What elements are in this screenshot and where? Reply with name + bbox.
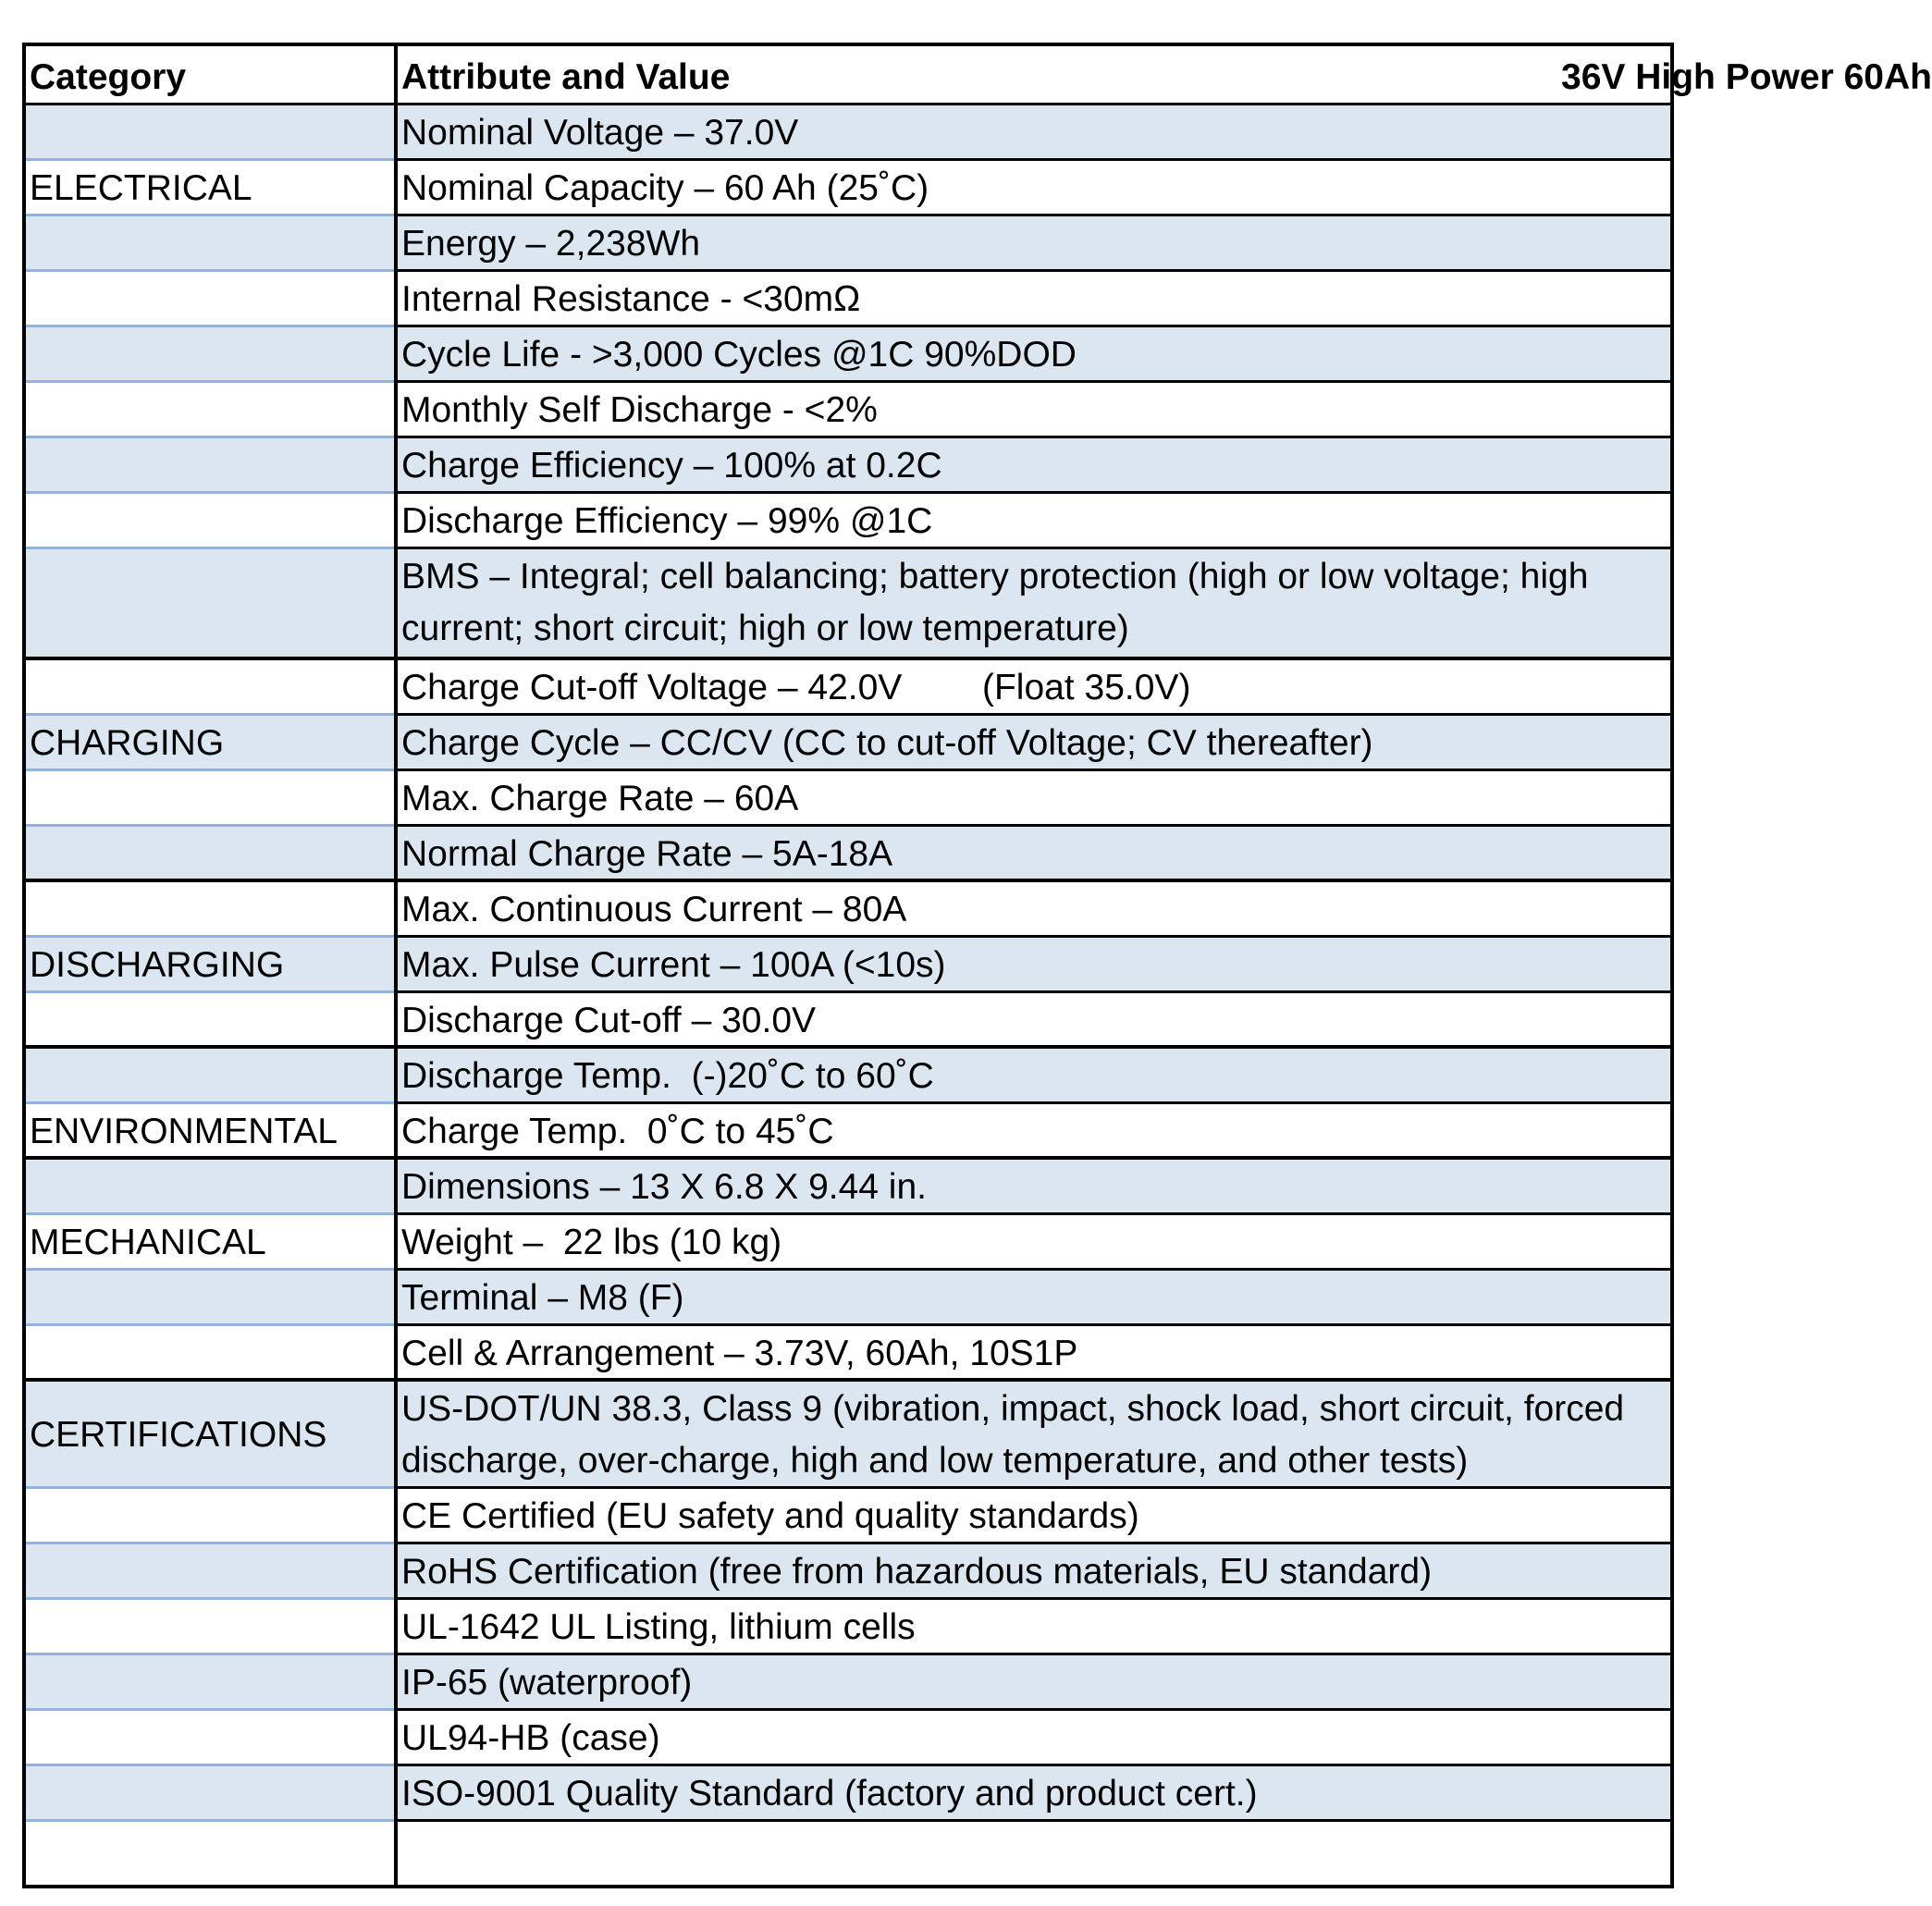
value-cell bbox=[398, 549, 1670, 660]
table-row bbox=[26, 882, 1670, 938]
value-cell bbox=[398, 1104, 1670, 1160]
value-cell bbox=[398, 105, 1670, 161]
value-cell bbox=[398, 272, 1670, 327]
attribute-value: Weight – 22 lbs (10 kg) bbox=[401, 1223, 782, 1262]
category-cell bbox=[26, 1766, 394, 1822]
header-attribute: Attribute and Value bbox=[401, 57, 731, 97]
attribute-value: Max. Pulse Current – 100A (<10s) bbox=[401, 945, 946, 985]
table-row bbox=[26, 438, 1670, 494]
table-row bbox=[26, 383, 1670, 438]
spec-table bbox=[22, 43, 1932, 1888]
category-cell bbox=[26, 1104, 394, 1160]
table-row bbox=[26, 938, 1670, 993]
attribute-value: US-DOT/UN 38.3, Class 9 (vibration, impact, shock load, short circuit, forced discharge, over-charge, high and low temperature, and other tests) bbox=[401, 1389, 1625, 1481]
value-cell bbox=[398, 1271, 1670, 1326]
table-row bbox=[26, 1544, 1670, 1600]
category-cell bbox=[26, 993, 394, 1049]
value-cell bbox=[398, 1489, 1670, 1544]
category-label: ELECTRICAL bbox=[30, 168, 252, 208]
attribute-value: Energy – 2,238Wh bbox=[401, 224, 701, 264]
category-cell bbox=[26, 938, 394, 993]
table-row bbox=[26, 1489, 1670, 1544]
category-cell bbox=[26, 1160, 394, 1215]
attribute-value: Charge Temp. 0˚C to 45˚C bbox=[401, 1112, 834, 1151]
attribute-value: IP-65 (waterproof) bbox=[401, 1663, 693, 1703]
attribute-value: ISO-9001 Quality Standard (factory and product cert.) bbox=[401, 1774, 1258, 1814]
header-row bbox=[26, 46, 1932, 105]
category-label: CERTIFICATIONS bbox=[30, 1415, 327, 1455]
category-cell bbox=[26, 105, 394, 161]
category-cell bbox=[26, 1711, 394, 1766]
value-cell bbox=[398, 938, 1670, 993]
value-cell bbox=[398, 882, 1670, 938]
category-cell bbox=[26, 827, 394, 882]
attribute-value: Discharge Efficiency – 99% @1C bbox=[401, 501, 933, 541]
category-cell bbox=[26, 383, 394, 438]
category-cell bbox=[26, 216, 394, 272]
attribute-value: UL-1642 UL Listing, lithium cells bbox=[401, 1607, 916, 1647]
attribute-value: Monthly Self Discharge - <2% bbox=[401, 390, 878, 430]
attribute-value: Nominal Voltage – 37.0V bbox=[401, 113, 799, 153]
category-cell bbox=[26, 1271, 394, 1326]
category-cell bbox=[26, 716, 394, 771]
value-cell bbox=[398, 1600, 1670, 1655]
value-cell bbox=[398, 827, 1670, 882]
attribute-value: Cycle Life - >3,000 Cycles @1C 90%DOD bbox=[401, 335, 1077, 375]
value-cell bbox=[398, 327, 1670, 383]
table-row bbox=[26, 161, 1670, 216]
table-row bbox=[26, 1382, 1670, 1489]
table-row bbox=[26, 660, 1670, 716]
column-divider bbox=[394, 46, 398, 1885]
attribute-value: Dimensions – 13 X 6.8 X 9.44 in. bbox=[401, 1167, 927, 1207]
value-cell bbox=[398, 161, 1670, 216]
attribute-value: UL94-HB (case) bbox=[401, 1718, 660, 1758]
attribute-value: Charge Efficiency – 100% at 0.2C bbox=[401, 446, 942, 486]
table-row bbox=[26, 1822, 1670, 1879]
table-row bbox=[26, 1326, 1670, 1382]
value-cell bbox=[398, 1766, 1670, 1822]
category-cell bbox=[26, 1655, 394, 1711]
attribute-value: Max. Continuous Current – 80A bbox=[401, 890, 907, 929]
value-cell bbox=[398, 771, 1670, 827]
table-row bbox=[26, 716, 1670, 771]
value-cell bbox=[398, 438, 1670, 494]
category-cell bbox=[26, 327, 394, 383]
table-row bbox=[26, 1600, 1670, 1655]
table-row bbox=[26, 1104, 1670, 1160]
table-row bbox=[26, 827, 1670, 882]
product-title: 36V High Power 60Ah bbox=[1561, 57, 1932, 97]
value-cell bbox=[398, 383, 1670, 438]
attribute-value: Max. Charge Rate – 60A bbox=[401, 779, 799, 818]
table-row bbox=[26, 1766, 1670, 1822]
category-cell bbox=[26, 882, 394, 938]
attribute-value: Normal Charge Rate – 5A-18A bbox=[401, 834, 893, 874]
table-row bbox=[26, 216, 1670, 272]
category-cell bbox=[26, 161, 394, 216]
attribute-value: BMS – Integral; cell balancing; battery protection (high or low voltage; high current; short circuit; high or low temperature) bbox=[401, 557, 1589, 648]
attribute-value: Internal Resistance - <30mΩ bbox=[401, 279, 861, 319]
value-cell bbox=[398, 716, 1670, 771]
attribute-value: Charge Cut-off Voltage – 42.0V (Float 35.0V) bbox=[401, 668, 1191, 707]
category-cell bbox=[26, 1822, 394, 1879]
category-label: ENVIRONMENTAL bbox=[30, 1112, 338, 1151]
value-cell bbox=[398, 494, 1670, 549]
table-row bbox=[26, 1160, 1670, 1215]
attribute-value: Discharge Temp. (-)20˚C to 60˚C bbox=[401, 1056, 934, 1096]
category-cell bbox=[26, 660, 394, 716]
value-cell bbox=[398, 660, 1670, 716]
table-row bbox=[26, 1215, 1670, 1271]
category-cell bbox=[26, 1544, 394, 1600]
category-cell bbox=[26, 771, 394, 827]
value-cell bbox=[398, 1711, 1670, 1766]
attribute-value: Nominal Capacity – 60 Ah (25˚C) bbox=[401, 168, 929, 208]
category-label: MECHANICAL bbox=[30, 1223, 266, 1262]
category-cell bbox=[26, 438, 394, 494]
table-row bbox=[26, 105, 1670, 161]
value-cell bbox=[398, 1655, 1670, 1711]
category-label: DISCHARGING bbox=[30, 945, 285, 985]
table-row bbox=[26, 1271, 1670, 1326]
value-cell bbox=[398, 216, 1670, 272]
value-cell bbox=[398, 1160, 1670, 1215]
category-cell bbox=[26, 494, 394, 549]
value-cell bbox=[398, 1544, 1670, 1600]
attribute-value: Cell & Arrangement – 3.73V, 60Ah, 10S1P bbox=[401, 1334, 1078, 1373]
value-cell bbox=[398, 1049, 1670, 1104]
table-row bbox=[26, 549, 1670, 660]
table-row bbox=[26, 494, 1670, 549]
category-cell bbox=[26, 1326, 394, 1382]
table-row bbox=[26, 327, 1670, 383]
category-cell bbox=[26, 549, 394, 660]
table-row bbox=[26, 1655, 1670, 1711]
attribute-value: CE Certified (EU safety and quality standards) bbox=[401, 1496, 1139, 1536]
category-cell bbox=[26, 1382, 394, 1489]
category-cell bbox=[26, 1489, 394, 1544]
value-cell bbox=[398, 993, 1670, 1049]
value-cell bbox=[398, 1382, 1670, 1489]
value-cell bbox=[398, 1215, 1670, 1271]
attribute-value: RoHS Certification (free from hazardous materials, EU standard) bbox=[401, 1552, 1433, 1592]
attribute-value: Charge Cycle – CC/CV (CC to cut-off Voltage; CV thereafter) bbox=[401, 723, 1373, 763]
value-cell bbox=[398, 1326, 1670, 1382]
table-row bbox=[26, 1711, 1670, 1766]
table-row bbox=[26, 272, 1670, 327]
header-category: Category bbox=[30, 57, 187, 97]
value-cell bbox=[398, 1822, 1670, 1879]
table-row bbox=[26, 993, 1670, 1049]
category-cell bbox=[26, 1215, 394, 1271]
table-row bbox=[26, 1049, 1670, 1104]
category-cell bbox=[26, 1600, 394, 1655]
category-cell bbox=[26, 272, 394, 327]
attribute-value: Discharge Cut-off – 30.0V bbox=[401, 1001, 817, 1040]
category-cell bbox=[26, 1049, 394, 1104]
table-row bbox=[26, 771, 1670, 827]
category-label: CHARGING bbox=[30, 723, 225, 763]
attribute-value: Terminal – M8 (F) bbox=[401, 1278, 684, 1318]
